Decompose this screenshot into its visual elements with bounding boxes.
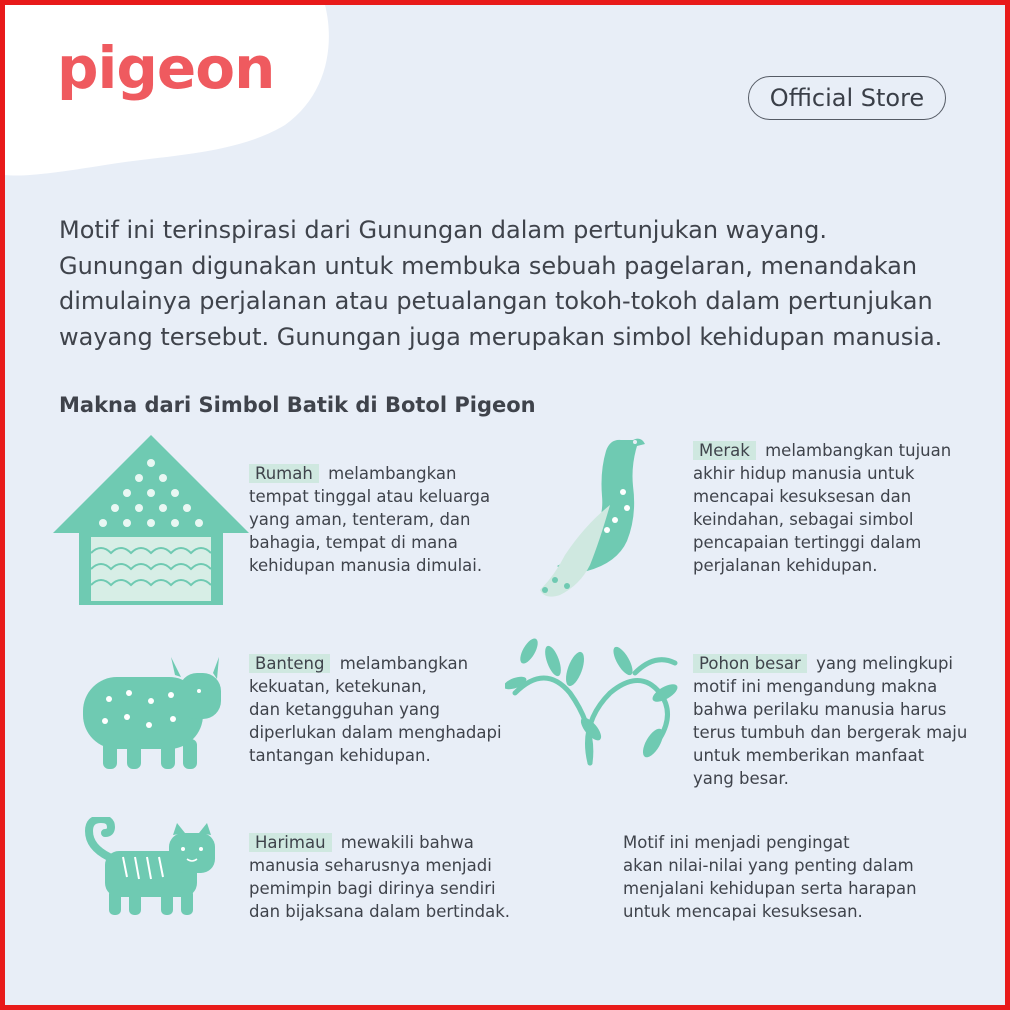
intro-paragraph [59, 213, 979, 355]
pohon-tag: Pohon besar [693, 654, 807, 673]
section-title: Makna dari Simbol Batik di Botol Pigeon [59, 393, 536, 417]
intro-line: wayang tersebut. Gunungan juga merupakan simbol kehidupan manusia. [59, 322, 943, 351]
intro-line: Gunungan digunakan untuk membuka sebuah pagelaran, menandakan [59, 251, 918, 280]
peacock-icon [535, 430, 655, 600]
intro-line: dimulainya perjalanan atau petualangan tokoh-tokoh dalam pertunjukan [59, 287, 933, 315]
merak-tag: Merak [693, 441, 756, 460]
rumah-description: Rumah melambangkan tempat tinggal atau keluarga yang aman, tenteram, dan bahagia, tempat di mana kehidupan manusia dimulai. [249, 464, 491, 575]
bull-icon [75, 655, 225, 775]
pigeon-logo: pigeon [57, 34, 275, 102]
harimau-tag: Harimau [249, 833, 332, 852]
tree-branch-icon [505, 633, 685, 768]
tiger-icon [83, 817, 223, 919]
house-icon [51, 433, 251, 608]
merak-description: Merak melambangkan tujuan akhir hidup manusia untuk mencapai kesuksesan dan keindahan, sebagai simbol pencapaian tertinggi dalam perjalanan kehidupan. [693, 441, 952, 575]
banteng-description: Banteng melambangkan kekuatan, ketekunan, dan ketangguhan yang diperlukan dalam menghadapi tantangan kehidupan. [249, 654, 502, 765]
closing-note: Motif ini menjadi pengingat akan nilai-nilai yang penting dalam menjalani kehidupan serta harapan untuk mencapai kesuksesan. [623, 833, 917, 921]
harimau-description: Harimau mewakili bahwa manusia seharusnya menjadi pemimpin bagi dirinya sendiri dan bijaksana dalam bertindak. [249, 833, 511, 921]
banteng-tag: Banteng [249, 654, 330, 673]
official-store-badge: Official Store [748, 76, 946, 120]
rumah-tag: Rumah [249, 464, 319, 483]
pohon-description: Pohon besar yang melingkupi motif ini mengandung makna bahwa perilaku manusia harus terus tumbuh dan bergerak maju untuk memberikan manfaat yang besar. [693, 654, 968, 788]
intro-line: Motif ini terinspirasi dari Gunungan dalam pertunjukan wayang. [59, 216, 827, 244]
